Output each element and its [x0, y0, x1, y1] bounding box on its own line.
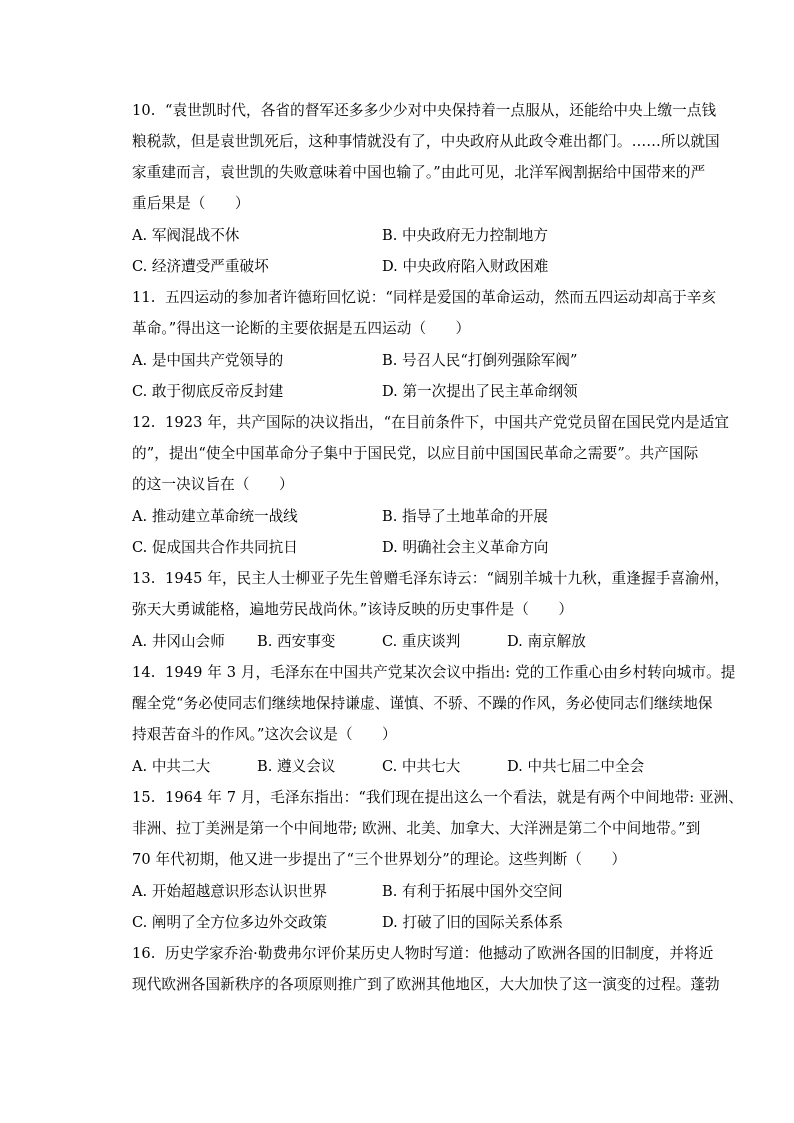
question-stem-line: 12. 1923 年，共产国际的决议指出，“在目前条件下，中国共产党党员留在国民党内是适宜: [132, 414, 730, 431]
question-stem-line: 现代欧洲各国新秩序的各项原则推广到了欧洲其他地区，大大加快了这一演变的过程。蓬勃: [132, 976, 720, 993]
question-stem-line: 13. 1945 年，民主人士柳亚子先生曾赠毛泽东诗云：“阔别羊城十九秋，重逢握手喜渝州，: [132, 570, 730, 587]
question-stem-line: 非洲、拉丁美洲是第一个中间地带; 欧洲、北美、加拿大、大洋洲是第二个中间地带。”到: [132, 820, 701, 837]
question-stem-line: 持艰苦奋斗的作风。”这次会议是（ ）: [132, 726, 397, 743]
option-a: A. 军阀混战不休: [132, 227, 240, 244]
option-d: D. 打破了旧的国际关系体系: [382, 914, 563, 931]
option-c: C. 敢于彻底反帝反封建: [132, 383, 284, 400]
question-stem-line: 16. 历史学家乔治·勒费弗尔评价某历史人物时写道：他撼动了欧洲各国的旧制度，并将近: [132, 945, 714, 962]
option-d: D. 中央政府陷入财政困难: [382, 258, 549, 275]
option-d: D. 中共七届二中全会: [507, 758, 645, 775]
option-b: B. 指导了土地革命的开展: [382, 508, 548, 525]
question-stem-line: 70 年代初期，他又进一步提出了“三个世界划分”的理论。这些判断（ ）: [132, 851, 627, 868]
option-b: B. 中央政府无力控制地方: [382, 227, 548, 244]
question-stem-line: 的”，提出“使全中国革命分子集中于国民党，以应目前中国国民革命之需要”。共产国际: [132, 445, 699, 462]
question-stem-line: 10. “袁世凯时代，各省的督军还多多少少对中央保持着一点服从，还能给中央上缴一点钱: [132, 102, 717, 119]
question-stem-line: 家重建而言，袁世凯的失败意味着中国也输了。”由此可见，北洋军阀割据给中国带来的严: [132, 164, 706, 181]
option-a: A. 推动建立革命统一战线: [132, 508, 298, 525]
question-stem-line: 的这一决议旨在（ ）: [132, 476, 294, 493]
question-stem-line: 粮税款，但是袁世凯死后，这种事情就没有了，中央政府从此政令难出都门。……所以就国: [132, 133, 720, 150]
option-c: C. 重庆谈判: [382, 633, 461, 650]
option-c: C. 中共七大: [382, 758, 461, 775]
question-stem-line: 醒全党“务必使同志们继续地保持谦虚、谨慎、不骄、不躁的作风，务必使同志们继续地保: [132, 695, 713, 712]
option-b: B. 有利于拓展中国外交空间: [382, 883, 563, 900]
option-d: D. 南京解放: [507, 633, 586, 650]
option-d: D. 第一次提出了民主革命纲领: [382, 383, 578, 400]
question-stem-line: 14. 1949 年 3 月，毛泽东在中国共产党某次会议中指出: 党的工作重心由乡村转向城市。提: [132, 664, 736, 681]
question-stem-line: 15. 1964 年 7 月，毛泽东指出：“我们现在提出这么一个看法，就是有两个中间地带: 亚洲、: [132, 789, 744, 806]
option-c: C. 促成国共合作共同抗日: [132, 539, 298, 556]
question-stem-line: 重后果是（ ）: [132, 195, 250, 212]
option-b: B. 号召人民“打倒列强除军阀”: [382, 352, 578, 369]
option-c: C. 经济遭受严重破坏: [132, 258, 269, 275]
option-d: D. 明确社会主义革命方向: [382, 539, 549, 556]
question-stem-line: 革命。”得出这一论断的主要依据是五四运动（ ）: [132, 320, 471, 337]
option-b: B. 遵义会议: [257, 758, 336, 775]
option-a: A. 开始超越意识形态认识世界: [132, 883, 327, 900]
option-b: B. 西安事变: [257, 633, 336, 650]
option-a: A. 是中国共产党领导的: [132, 352, 284, 369]
question-stem-line: 11. 五四运动的参加者许德珩回忆说：“同样是爱国的革命运动，然而五四运动却高于辛亥: [132, 289, 717, 306]
option-c: C. 阐明了全方位多边外交政策: [132, 914, 328, 931]
option-a: A. 中共二大: [132, 758, 211, 775]
question-stem-line: 弥天大勇诚能格，遍地劳民战尚休。”该诗反映的历史事件是（ ）: [132, 601, 574, 618]
option-a: A. 井冈山会师: [132, 633, 225, 650]
